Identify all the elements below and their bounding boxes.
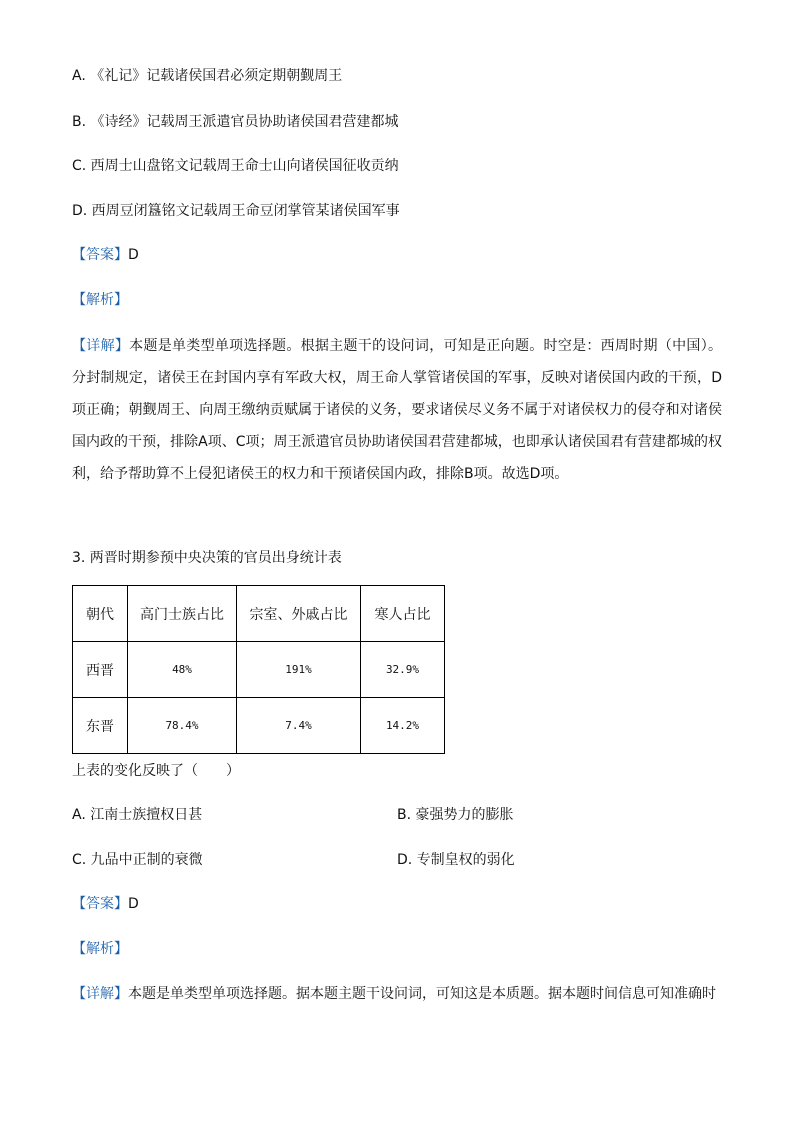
q2-option-a: A. 《礼记》记载诸侯国君必须定期朝觐周王	[72, 68, 343, 84]
table-cell: 48%	[128, 642, 237, 698]
table-row	[73, 698, 445, 754]
q3-stats-table	[72, 585, 445, 754]
q2-option-d: D. 西周豆闭簋铭文记载周王命豆闭掌管某诸侯国军事	[72, 203, 400, 219]
q2-answer-label: 【答案】	[72, 247, 128, 263]
q2-option-b: B. 《诗经》记载周王派遣官员协助诸侯国君营建都城	[72, 114, 399, 130]
table-cell-dynasty: 东晋	[73, 698, 128, 754]
q3-detail-text: 本题是单类型单项选择题。据本题主题干设问词，可知这是本质题。据本题时间信息可知准确时	[128, 986, 716, 1002]
table-cell: 32.9%	[361, 642, 445, 698]
q3-stem: 上表的变化反映了（ ）	[72, 763, 240, 779]
q2-answer-value: D	[128, 247, 139, 263]
table-row	[73, 642, 445, 698]
table-header-cell: 朝代	[73, 586, 128, 642]
q2-detail-paragraph	[72, 330, 722, 490]
q3-option-a: A. 江南士族擅权日甚	[72, 807, 203, 823]
q2-detail-label: 【详解】	[72, 338, 130, 354]
table-header-row	[73, 586, 445, 642]
q3-option-d: D. 专制皇权的弱化	[397, 852, 515, 868]
q2-option-c: C. 西周士山盘铭文记载周王命士山向诸侯国征收贡纳	[72, 158, 399, 174]
q2-answer	[72, 246, 139, 264]
table-header-cell: 寒人占比	[361, 586, 445, 642]
table-cell: 14.2%	[361, 698, 445, 754]
table-cell: 7.4%	[237, 698, 361, 754]
q3-answer-label: 【答案】	[72, 896, 128, 912]
q2-analysis-label: 【解析】	[72, 292, 128, 308]
q3-title: 3. 两晋时期参预中央决策的官员出身统计表	[72, 550, 342, 566]
table-header-cell: 宗室、外戚占比	[237, 586, 361, 642]
q3-detail-label: 【详解】	[72, 986, 128, 1002]
q3-analysis-label: 【解析】	[72, 941, 128, 957]
q3-option-b: B. 豪强势力的膨胀	[397, 807, 514, 823]
table-header-cell: 高门士族占比	[128, 586, 237, 642]
q3-answer	[72, 895, 139, 913]
table-cell: 191%	[237, 642, 361, 698]
table-cell: 78.4%	[128, 698, 237, 754]
table-cell-dynasty: 西晋	[73, 642, 128, 698]
q3-option-c: C. 九品中正制的衰微	[72, 852, 203, 868]
q3-answer-value: D	[128, 896, 139, 912]
q3-detail-paragraph	[72, 985, 716, 1003]
q2-detail-text: 本题是单类型单项选择题。根据主题干的设问词，可知是正向题。时空是：西周时期（中国）。分封制规定，诸侯王在封国内享有军政大权，周王命人掌管诸侯国的军事，反映对诸侯国内政的干预，D项正确；朝觐周王、向周王缴纳贡赋属于诸侯的义务，要求诸侯尽义务不属于对诸侯权力的侵夺和对诸侯国内政的干预，排除A项、C项；周王派遣官员协助诸侯国君营建都城，也即承认诸侯国君有营建都城的权利，给予帮助算不上侵犯诸侯王的权力和干预诸侯国内政，排除B项。故选D项。	[72, 338, 722, 482]
